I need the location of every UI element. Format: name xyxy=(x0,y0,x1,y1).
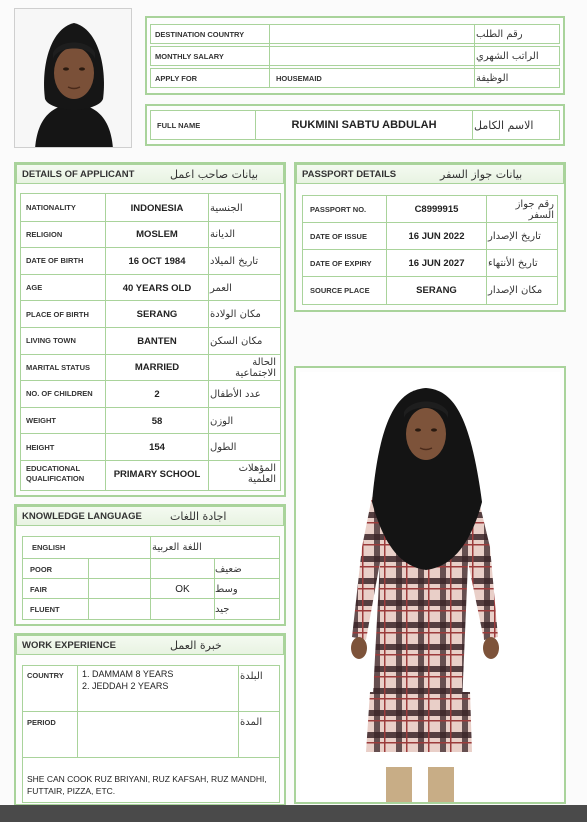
applicant-value: BANTEN xyxy=(137,335,177,347)
language-title-ar: اجادة اللغات xyxy=(170,509,227,523)
applicant-label: HEIGHT xyxy=(26,442,55,452)
applicant-label: NO. OF CHILDREN xyxy=(26,389,93,399)
applicant-value: 16 OCT 1984 xyxy=(128,255,186,267)
applicant-label: MARITAL STATUS xyxy=(26,362,91,372)
full-body-photo xyxy=(300,372,560,802)
apply-for-ar: الوظيفة xyxy=(476,72,509,84)
language-level-label: FAIR xyxy=(30,584,48,594)
monthly-salary-label: MONTHLY SALARY xyxy=(155,51,224,61)
applicant-title: DETAILS OF APPLICANT xyxy=(22,168,135,180)
applicant-ar-label: العمر xyxy=(210,282,232,294)
destination-country-value xyxy=(270,24,474,44)
applicant-label: EDUCATIONAL QUALIFICATION xyxy=(26,464,85,484)
language-english-value xyxy=(89,599,150,619)
full-name-value: RUKMINI SABTU ABDULAH xyxy=(291,119,437,131)
language-english-value xyxy=(89,559,150,579)
language-level-ar: وسط xyxy=(215,583,238,595)
applicant-label: AGE xyxy=(26,283,43,293)
language-arabic-label: اللغة العربية xyxy=(152,541,202,553)
portrait-photo xyxy=(14,8,132,148)
applicant-ar-label: الوزن xyxy=(210,415,234,427)
work-title: WORK EXPERIENCE xyxy=(22,639,116,651)
applicant-ar-label: عدد الأطفال xyxy=(210,388,261,400)
applicant-label: LIVING TOWN xyxy=(26,336,76,346)
work-period-label: PERIOD xyxy=(27,717,56,727)
work-country-line-2: 2. JEDDAH 2 YEARS xyxy=(82,681,169,691)
applicant-value: INDONESIA xyxy=(130,202,184,214)
applicant-ar-label: المؤهلات العلمية xyxy=(238,463,276,486)
applicant-ar-label: مكان السكن xyxy=(210,335,263,347)
applicant-value: 58 xyxy=(151,415,163,427)
applicant-label: NATIONALITY xyxy=(26,203,76,213)
applicant-ar-label: الحالة الاجتماعية xyxy=(235,356,276,379)
work-title-ar: خبرة العمل xyxy=(170,638,222,652)
language-level-ar: جيد xyxy=(215,603,230,615)
applicant-value: 154 xyxy=(149,442,165,454)
passport-value: 16 JUN 2027 xyxy=(408,258,465,269)
passport-ar-label: مكان الإصدار xyxy=(488,285,543,296)
bottom-bar xyxy=(0,805,587,822)
language-arabic-value: OK xyxy=(175,583,190,595)
applicant-value: 2 xyxy=(154,388,160,400)
applicant-value: 40 YEARS OLD xyxy=(122,282,192,294)
destination-country-ar: رقم الطلب xyxy=(476,28,523,40)
passport-label: PASSPORT NO. xyxy=(310,205,367,214)
applicant-label: DATE OF BIRTH xyxy=(26,256,84,266)
applicant-ar-label: الطول xyxy=(210,442,237,454)
passport-label: DATE OF ISSUE xyxy=(310,232,367,241)
applicant-value: SERANG xyxy=(136,309,178,321)
passport-ar-label: رقم جواز السفر xyxy=(515,198,554,221)
passport-value: 16 JUN 2022 xyxy=(408,231,465,242)
monthly-salary-value xyxy=(270,46,474,66)
passport-value: SERANG xyxy=(416,285,457,296)
applicant-label: PLACE OF BIRTH xyxy=(26,309,89,319)
work-country-line-1: 1. DAMMAM 8 YEARS xyxy=(82,669,174,679)
language-english-label: ENGLISH xyxy=(32,542,66,552)
passport-ar-label: تاريخ الأنتهاء xyxy=(488,258,538,269)
apply-for-value: HOUSEMAID xyxy=(276,73,322,83)
applicant-value: MOSLEM xyxy=(136,229,178,241)
language-english-value xyxy=(89,579,150,599)
work-country-ar: البلدة xyxy=(240,670,263,682)
language-arabic-value xyxy=(151,559,214,579)
applicant-label: RELIGION xyxy=(26,229,63,239)
language-level-label: FLUENT xyxy=(30,604,60,614)
work-notes: SHE CAN COOK RUZ BRIYANI, RUZ KAFSAH, RUZ MANDHI, FUTTAIR, PIZZA, ETC. xyxy=(27,774,267,796)
applicant-value: MARRIED xyxy=(134,362,180,374)
passport-value: C8999915 xyxy=(414,204,459,215)
work-period-ar: المدة xyxy=(240,716,263,728)
applicant-ar-label: الديانة xyxy=(210,229,236,241)
applicant-value: PRIMARY SCHOOL xyxy=(113,468,201,480)
passport-label: SOURCE PLACE xyxy=(310,286,370,295)
passport-title: PASSPORT DETAILS xyxy=(302,168,397,180)
passport-label: DATE OF EXPIRY xyxy=(310,259,372,268)
passport-title-ar: بيانات جواز السفر xyxy=(440,167,523,181)
full-name-ar: الاسم الكامل xyxy=(474,118,534,132)
monthly-salary-ar: الراتب الشهري xyxy=(476,50,539,62)
language-level-ar: ضعيف xyxy=(215,563,242,575)
language-level-label: POOR xyxy=(30,564,53,574)
applicant-title-ar: بيانات صاحب اعمل xyxy=(170,167,259,181)
apply-for-label: APPLY FOR xyxy=(155,73,198,83)
destination-country-label: DESTINATION COUNTRY xyxy=(155,29,245,39)
work-country-label: COUNTRY xyxy=(27,670,64,680)
language-title: KNOWLEDGE LANGUAGE xyxy=(22,510,142,522)
full-name-label: FULL NAME xyxy=(157,120,201,130)
language-arabic-value xyxy=(151,599,214,619)
applicant-ar-label: تاريخ الميلاد xyxy=(210,255,259,267)
applicant-ar-label: مكان الولادة xyxy=(210,309,261,321)
applicant-label: WEIGHT xyxy=(26,416,56,426)
passport-ar-label: تاريخ الإصدار xyxy=(488,231,541,242)
applicant-ar-label: الجنسية xyxy=(210,202,243,214)
